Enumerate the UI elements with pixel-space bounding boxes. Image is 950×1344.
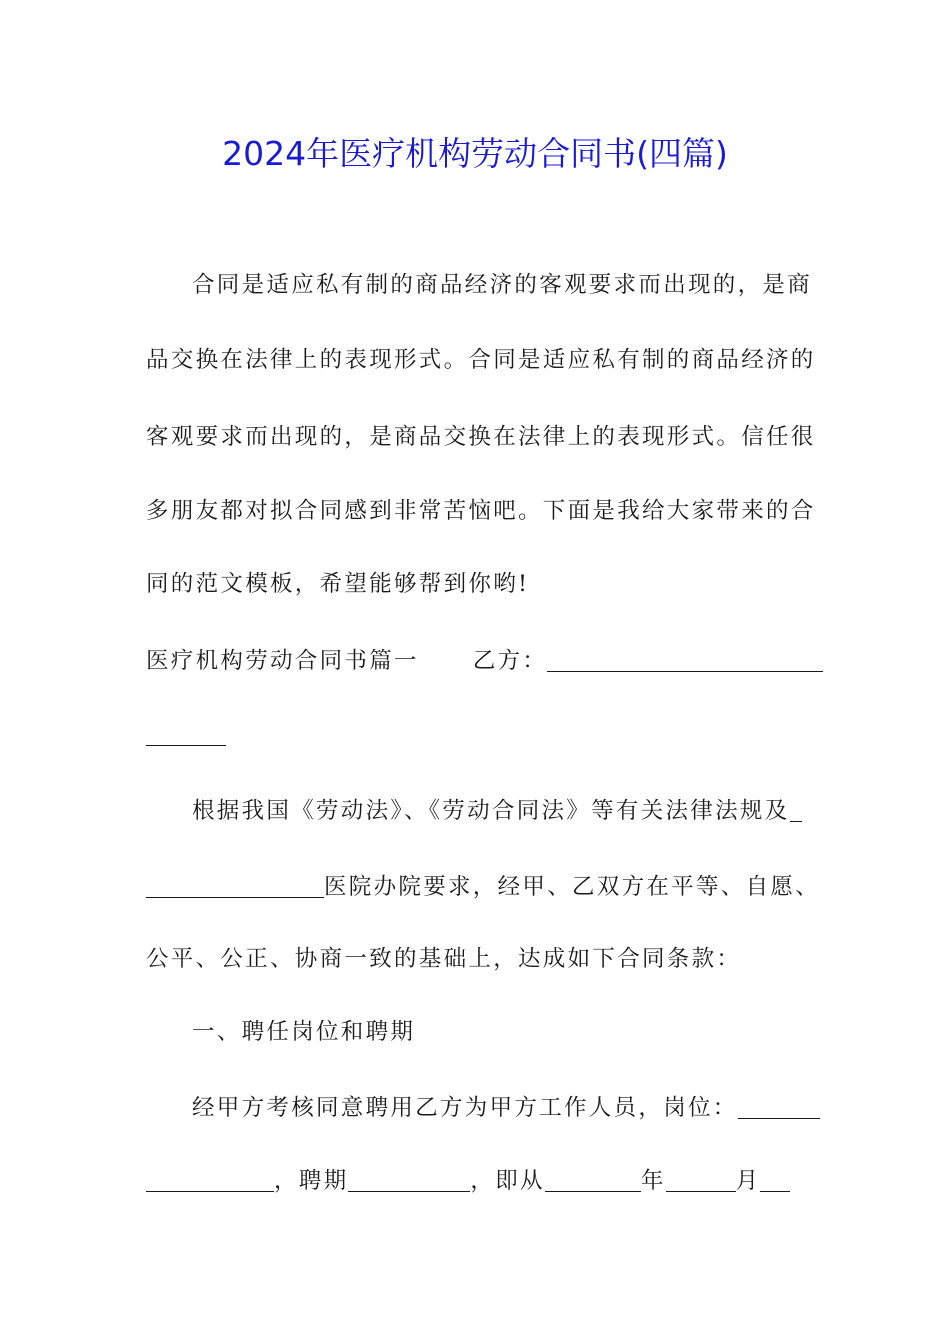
month-label: 月 <box>735 1168 761 1194</box>
party-b-blank-2 <box>146 723 226 746</box>
hospital-name-blank <box>146 875 324 898</box>
document-title: 2024年医疗机构劳动合同书(四篇) <box>222 134 728 173</box>
hospital-blank-start <box>790 799 802 822</box>
day-blank <box>760 1169 790 1192</box>
term-blank <box>348 1169 470 1192</box>
party-b-label: 乙方： <box>472 648 548 674</box>
position-blank-2 <box>146 1169 274 1192</box>
section-heading-line <box>146 646 806 676</box>
intro-line-1: 合同是适应私有制的商品经济的客观要求而出现的，是商 <box>192 272 813 298</box>
from-label: ，即从 <box>470 1168 545 1194</box>
clause-1-text-1: 经甲方考核同意聘用乙方为甲方工作人员，岗位： <box>192 1095 738 1121</box>
basis-text-2: 医院办院要求，经甲、乙双方在平等、自愿、 <box>324 874 821 900</box>
clause-1-heading: 一、聘任岗位和聘期 <box>192 1019 416 1045</box>
basis-line-3: 公平、公正、协商一致的基础上，达成如下合同条款： <box>146 946 742 972</box>
party-b-blank-continuation <box>146 720 806 750</box>
clause-1-line-1 <box>192 1093 806 1123</box>
clause-1-line-2 <box>146 1166 806 1196</box>
month-blank <box>666 1169 736 1192</box>
basis-line-2 <box>146 872 821 902</box>
year-label: 年 <box>640 1168 666 1194</box>
intro-line-3: 客观要求而出现的，是商品交换在法律上的表现形式。信任很 <box>146 424 816 450</box>
intro-line-2: 品交换在法律上的表现形式。合同是适应私有制的商品经济的 <box>146 347 816 373</box>
intro-line-4: 多朋友都对拟合同感到非常苦恼吧。下面是我给大家带来的合 <box>146 498 816 524</box>
section-heading: 医疗机构劳动合同书篇一 <box>146 648 419 674</box>
year-blank <box>545 1169 641 1192</box>
party-b-blank <box>547 649 823 672</box>
term-label: ，聘期 <box>274 1168 349 1194</box>
intro-line-5: 同的范文模板，希望能够帮到你哟! <box>146 571 530 597</box>
position-blank <box>738 1096 820 1119</box>
basis-line-1 <box>192 796 806 826</box>
basis-text-1: 根据我国《劳动法》、《劳动合同法》等有关法律法规及 <box>192 798 790 824</box>
